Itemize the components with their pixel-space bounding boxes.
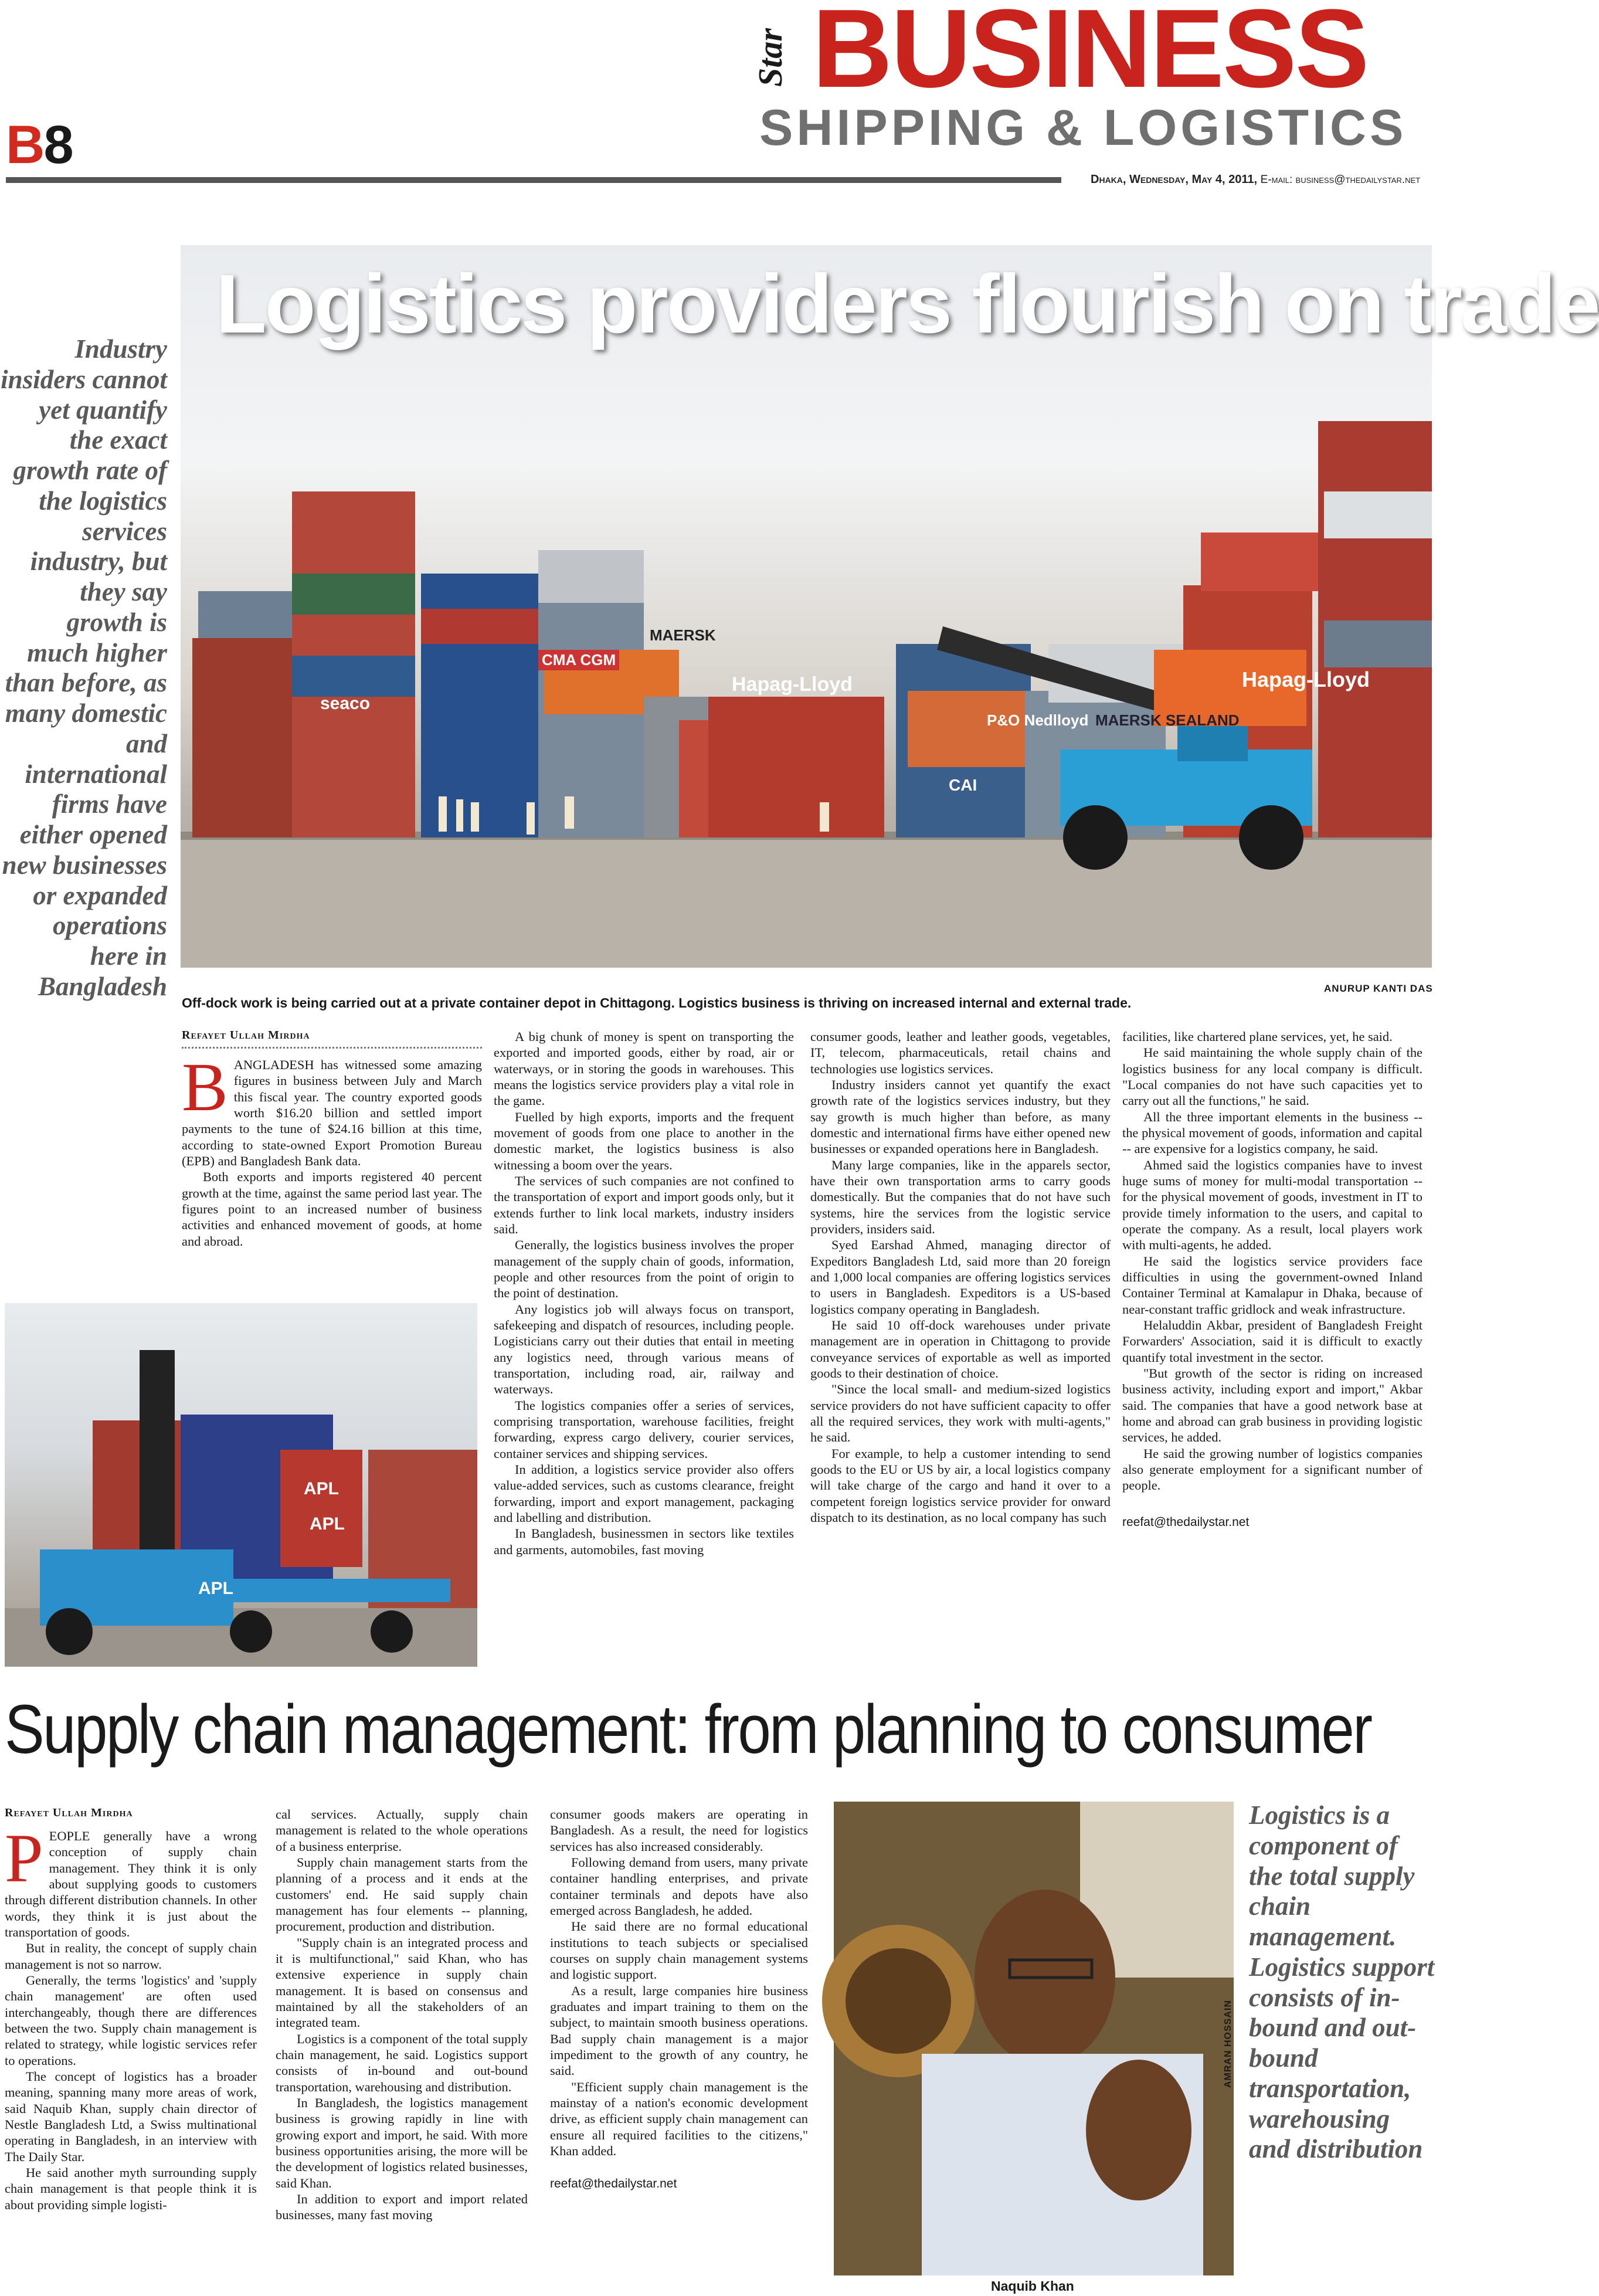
naquib-khan-photo	[834, 1802, 1234, 2275]
container-label: MAERSK SEALAND	[1095, 711, 1240, 729]
paragraph: "But growth of the sector is riding on increased business activity, including export and import," Akbar said. The companies that have a good network base at home and abroad can grab business in providing logistic services, he added.	[1122, 1365, 1423, 1445]
photo-credit: AMRAN HOSSAIN	[1223, 2000, 1233, 2088]
header-rule	[6, 177, 1061, 183]
paragraph: "Since the local small- and medium-sized logistics service providers do not have sufficient capacity to offer all the required services, they work with multi-agents," he said.	[810, 1382, 1111, 1445]
paragraph: Supply chain management starts from the planning of a process and it ends at the customers' end. He said supply chain management has four elements -- planning, procurement, production and distribution.	[276, 1854, 528, 1934]
container-label: APL	[198, 1579, 233, 1598]
paragraph: As a result, large companies hire business graduates and impart training to them on the subject, to maintain smooth business operations. Bad supply chain management is a major impediment to the growth of any country, he said.	[550, 1983, 808, 2078]
paragraph: All the three important elements in the business -- the physical movement of goods, information and capital -- are expensive for a logistics company, he said.	[1122, 1109, 1423, 1157]
story-column	[494, 1029, 794, 1558]
paragraph: Syed Earshad Ahmed, managing director of Expeditors Bangladesh Ltd, said more than 20 foreign and 1,000 local companies are offering logistics services to users in Bangladesh. Expeditors is a US-based logistics company operating in Bangladesh.	[810, 1237, 1111, 1317]
paragraph: consumer goods, leather and leather goods, vegetables, IT, telecom, pharmaceuticals, retail chains and technologies use logistics services.	[810, 1029, 1111, 1076]
paragraph: Many large companies, like in the apparels sector, have their own transportation arms to carry goods domestically. But the companies that do not have such systems, hire the services from the logistic service providers, insiders said.	[810, 1157, 1111, 1236]
byline: Refayet Ullah Mirdha	[182, 1029, 482, 1049]
container-label: APL	[304, 1479, 339, 1498]
paragraph: Both exports and imports registered 40 percent growth at the time, against the same period last year. The figures point to an increased number of business activities and enhanced movement of goods, at home and abroad.	[182, 1169, 482, 1249]
container-label: CAI	[949, 776, 977, 794]
paragraph: Any logistics job will always focus on transport, safekeeping and dispatch of resources, including people. Logisticians carry out their duties that entail in meeting any logistics need, through various means of transportation, including road, air, railway and waterways.	[494, 1301, 794, 1397]
author-email[interactable]: reefat@thedailystar.net	[550, 2177, 677, 2191]
paragraph: Following demand from users, many private container handling enterprises, and private container terminals and depots have also emerged across Bangladesh, he added.	[550, 1854, 808, 1918]
stacker-illustration	[5, 1303, 477, 1667]
paragraph: The logistics companies offer a series of services, comprising transportation, warehouse facilities, freight forwarding, express cargo delivery, courier services, container services and shipping services.	[494, 1398, 794, 1461]
story-column	[550, 1806, 808, 2192]
paragraph: The services of such companies are not confined to the transportation of export and import goods only, but it extends further to link local markets, industry insiders said.	[494, 1173, 794, 1236]
photo-caption: Off-dock work is being carried out at a private container depot in Chittagong. Logistics business is thriving on increased internal and external trade.	[182, 995, 1132, 1010]
story-headline: Supply chain management: from planning to consumer	[5, 1691, 1371, 1768]
paragraph: He said the logistics service providers face difficulties in using the government-owned Inland Container Terminal at Kamalapur in Dhaka, because of near-constant traffic gridlock and weak infrastructure.	[1122, 1253, 1423, 1317]
paragraph: facilities, like chartered plane services, yet, he said.	[1122, 1029, 1393, 1044]
paragraph: He said 10 off-dock warehouses under private management are in operation in Chittagong to provide conveyance services of exportable as well as imported goods to their destination of choice.	[810, 1317, 1111, 1381]
paragraph: But in reality, the concept of supply chain management is not so narrow.	[5, 1941, 257, 1972]
story-column	[182, 1029, 482, 1249]
paragraph: consumer goods makers are operating in Bangladesh. As a result, the need for logistics services has also increased considerably.	[550, 1807, 808, 1854]
stacker-apl-photo	[5, 1303, 477, 1667]
paragraph: He said maintaining the whole supply chain of the logistics business for any local company is difficult. "Local companies do not have such capacities yet to carry out all the functions," he said.	[1122, 1045, 1423, 1108]
photo-caption: Naquib Khan	[991, 2278, 1074, 2294]
story-column	[276, 1806, 528, 2223]
paragraph: Ahmed said the logistics companies have to invest huge sums of money for multi-modal transportation -- for the physical movement of goods, investment in IT to provide timely information to the users, and capital to operate the company. As a result, local players work with multi-agents, he added.	[1122, 1157, 1423, 1253]
paragraph: For example, to help a customer intending to send goods to the EU or US by air, a local logistics company will take charge of the cargo and hand it over to a competent foreign logistics service provider for onward dispatch to its destination, as no local company has such	[810, 1446, 1111, 1525]
paragraph: Fuelled by high exports, imports and the frequent movement of goods from one place to another in the domestic market, the logistics business is also witnessing a boom over the years.	[494, 1109, 794, 1172]
container-label: APL	[310, 1514, 345, 1534]
paragraph: He said the growing number of logistics companies also generate employment for a significant number of people.	[1122, 1446, 1423, 1493]
page-number: B8	[6, 115, 73, 175]
section-title: BUSINESS	[812, 0, 1368, 111]
paragraph: Industry insiders cannot yet quantify the exact growth rate of the logistics services industry, but they say growth is much higher than before, as many domestic and international firms have either opened new businesses or expanded operations here in Bangladesh.	[810, 1077, 1111, 1157]
paragraph: Generally, the terms 'logistics' and 'supply chain management' are often used interchangeably, though there are differences between the two. Supply chain management is related to strategy, while logistic services refer to operations.	[5, 1972, 257, 2068]
paragraph: EOPLE generally have a wrong conception of supply chain management. They think it is only about supplying goods to customers through different distribution channels. In other words, they think it is just about the transportation of goods.	[5, 1829, 257, 1939]
story-column	[5, 1806, 257, 2213]
paragraph: "Supply chain is an integrated process and it is multifunctional," said Khan, who has extensive experience in supply chain management. It is based on consensus and maintained by all the stakeholders of an integrated team.	[276, 1935, 528, 2030]
portrait-illustration	[834, 1802, 1234, 2275]
container-label: seaco	[320, 694, 371, 713]
paragraph: Generally, the logistics business involves the proper management of the supply chain of goods, information, people and other resources from the point of origin to the point of destination.	[494, 1237, 794, 1301]
container-label: Hapag-Lloyd	[732, 673, 853, 696]
byline: Refayet Ullah Mirdha	[5, 1806, 133, 1819]
pull-quote: Industry insiders cannot yet quantify the exact growth rate of the logistics services industry, but they say growth is much higher than before, as many domestic and international firms have either opened new businesses or expanded operations here in Bangladesh	[1, 334, 167, 1001]
drop-cap: B	[182, 1049, 228, 1125]
container-depot-photo	[181, 245, 1599, 968]
paragraph: The concept of logistics has a broader meaning, spanning many more areas of work, said Naquib Khan, supply chain director of Nestle Bangladesh Ltd, a Swiss multinational operating in Bangladesh, in an interview with The Daily Star.	[5, 2068, 257, 2164]
container-label: MAERSK	[650, 626, 716, 644]
paragraph: ANGLADESH has witnessed some amazing figures in business between July and March this fiscal year. The country exported goods worth $16.20 billion and settled import payments to the tune of $24.16 billion at this time, according to state-owned Export Promotion Bureau (EPB) and Bangladesh Bank data.	[182, 1057, 482, 1168]
pull-quote: Logistics is a component of the total supply chain management. Logistics support consists of in-bound and out-bound transportation, warehousing and distribution	[1249, 1800, 1435, 2164]
author-email[interactable]: reefat@thedailystar.net	[1122, 1515, 1250, 1529]
paragraph: He said there are no formal educational institutions to teach subjects or specialised courses on supply chain management systems and logistic support.	[550, 1919, 808, 1982]
paragraph: In addition to export and import related businesses, many fast moving	[276, 2191, 528, 2223]
container-label: Hapag-Lloyd	[1242, 667, 1370, 691]
dateline: Dhaka, Wednesday, May 4, 2011, E-mail: business@thedailystar.net	[1091, 173, 1421, 186]
paragraph: In addition, a logistics service provider also offers value-added services, such as customs clearance, freight forwarding, import and export management, packaging and labelling and distribution.	[494, 1461, 794, 1525]
paragraph: He said another myth surrounding supply chain management is that people think it is about providing simple logisti-	[5, 2165, 257, 2212]
story-column	[810, 1029, 1111, 1525]
paragraph: In Bangladesh, businessmen in sectors like textiles and garments, automobiles, fast moving	[494, 1526, 794, 1557]
paragraph: cal services. Actually, supply chain management is related to the whole operations of a business enterprise.	[276, 1807, 528, 1854]
paragraph: Logistics is a component of the total supply chain management, he said. Logistics support consists of in-bound and out-bound transportation, warehousing and distribution.	[276, 2031, 528, 2094]
container-stacks-illustration	[181, 245, 1432, 968]
section-subtitle: SHIPPING & LOGISTICS	[759, 100, 1407, 156]
photo-credit: ANURUP KANTI DAS	[1324, 983, 1433, 994]
story-column	[1122, 1029, 1423, 1529]
container-label: CMA CGM	[538, 650, 619, 670]
paragraph: In Bangladesh, the logistics management business is growing rapidly in line with growing export and import, he said. With more business opportunities arising, the more will be the development of logistics related businesses, said Khan.	[276, 2095, 528, 2190]
story-headline: Logistics providers flourish on trade	[216, 257, 1599, 351]
drop-cap: P	[5, 1820, 43, 1897]
paragraph: A big chunk of money is spent on transporting the exported and imported goods, either by road, air or waterways, or in storing the goods in warehouses. This means the logistics service providers play a vital role in the game.	[494, 1029, 794, 1108]
paragraph: "Efficient supply chain management is the mainstay of a nation's economic development drive, as efficient supply chain management can ensure all required facilities to the citizens," Khan added.	[550, 2079, 808, 2158]
star-logo: Star	[751, 28, 789, 87]
container-label: P&O Nedlloyd	[987, 711, 1089, 729]
paragraph: Helaluddin Akbar, president of Bangladesh Freight Forwarders' Association, said it is difficult to exactly quantify total investment in the sector.	[1122, 1317, 1423, 1365]
